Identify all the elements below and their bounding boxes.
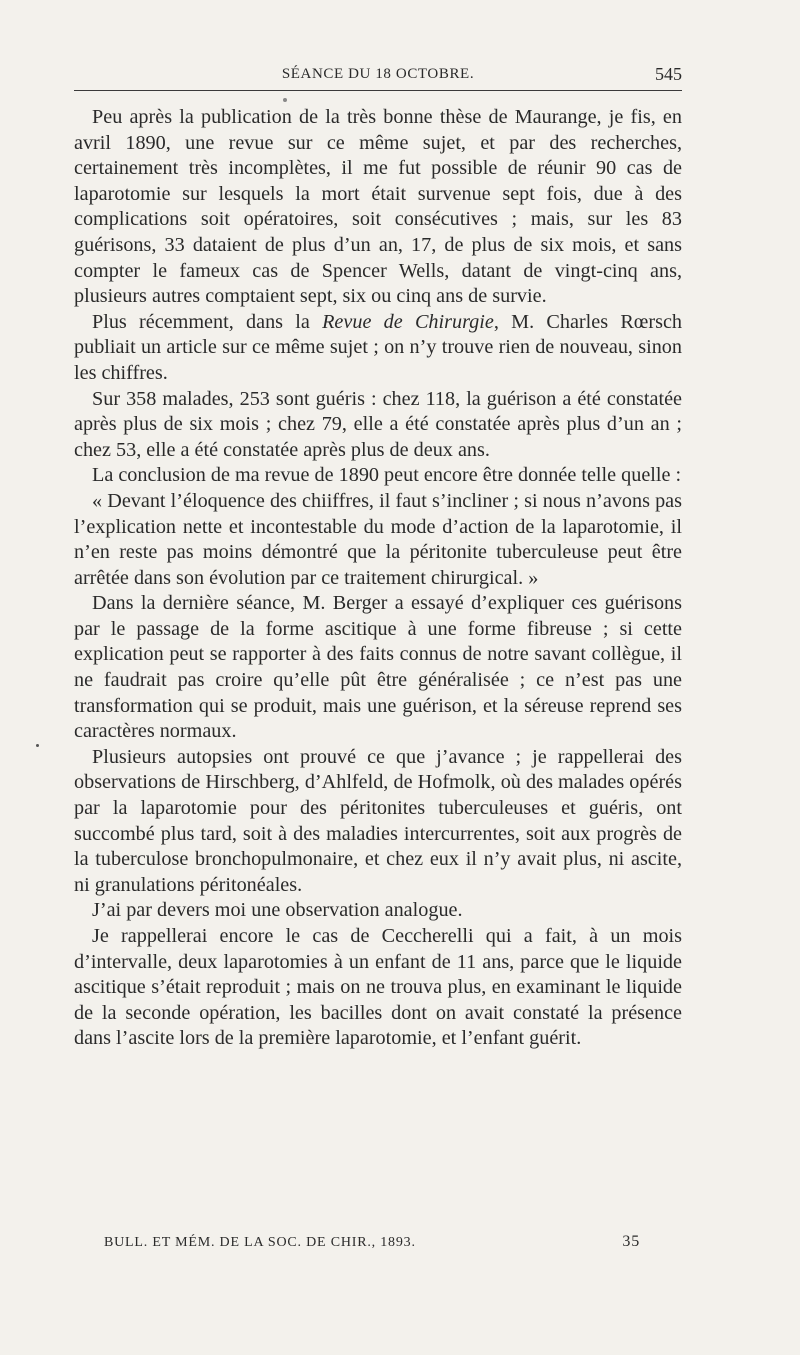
paragraph-8: J’ai par devers moi une observation analogue. — [92, 899, 463, 922]
running-header — [74, 56, 682, 91]
print-speck — [283, 98, 287, 102]
sheet-number: 35 — [622, 1233, 640, 1250]
paragraph-6: Dans la dernière séance, M. Berger a essayé d’expliquer ces guérisons par le passage de la forme ascitique à une forme fibreuse ; si cette explication peut se rapporter à des faits connus de notre savant collègue, il ne faudrait pas croire qu’elle pût être généralisée ; ce n’est pas une transformation qui se produit, mais une guérison, et la séreuse reprend ses caractères normaux. — [74, 592, 682, 743]
paragraph-1: Peu après la publication de la très bonne thèse de Maurange, je fis, en avril 1890, une revue sur ce même sujet, et par des recherches, certainement très incomplètes, il me fut possible de réunir 90 cas de laparotomie sur lesquels la mort était survenue sept fois, due à des complications soit opératoires, soit consécutives ; mais, sur les 83 guérisons, 33 dataient de plus d’un an, 17, de plus de six mois, et sans compter le fameux cas de Spencer Wells, datant de vingt-cinq ans, plusieurs autres comptaient sept, six ou cinq ans de survie. — [74, 106, 682, 308]
paragraph-7: Plusieurs autopsies ont prouvé ce que j’avance ; je rappellerai des observations de Hirschberg, d’Ahlfeld, de Hofmolk, où des malades opérés par la laparotomie pour des péritonites tuberculeuses et guéris, ont succombé plus tard, soit à des maladies intercurrentes, soit aux progrès de la tuberculose bronchopulmonaire, et chez eux il n’y avait plus, ni ascite, ni granulations péritonéales. — [74, 745, 682, 896]
book-page — [74, 56, 682, 1052]
footer-signature: BULL. ET MÉM. DE LA SOC. DE CHIR., 1893. — [104, 1235, 416, 1250]
page-number: 545 — [655, 64, 682, 84]
paragraph-5-quote: « Devant l’éloquence des chiiffres, il faut s’incliner ; si nous n’avons pas l’explication nette et incontestable du mode d’action de la laparotomie, il n’en reste pas moins démontré que la péritonite tuberculeuse peut être arrêtée dans son évolution par ce traitement chirurgical. » — [74, 489, 682, 589]
journal-title: Revue de Chirurgie — [322, 310, 494, 333]
paragraph-9: Je rappellerai encore le cas de Ceccherelli qui a fait, à un mois d’intervalle, deux laparotomies à un enfant de 11 ans, parce que le liquide ascitique s’était reproduit ; mais on ne trouva plus, en examinant le liquide de la seconde opération, les bacilles dont on avait constaté la présence dans l’ascite lors de la première laparotomie, et l’enfant guérit. — [74, 925, 682, 1050]
paragraph-2-after: , M. Charles Rœrsch publiait un article sur ce même sujet ; on n’y trouve rien de nouveau, sinon les chiffres. — [74, 310, 683, 384]
paragraph-2 — [74, 310, 682, 387]
running-title: SÉANCE DU 18 OCTOBRE. — [281, 66, 475, 82]
paragraph-3: Sur 358 malades, 253 sont guéris : chez 118, la guérison a été constatée après plus de six mois ; chez 79, elle a été constatée après plus d’un an ; chez 53, elle a été constatée après plus de deux ans. — [74, 387, 682, 461]
body-text — [74, 105, 682, 1052]
paragraph-2-before: Plus récemment, dans la — [92, 310, 323, 333]
paragraph-4: La conclusion de ma revue de 1890 peut encore être donnée telle quelle : — [92, 464, 682, 487]
print-speck — [36, 744, 39, 747]
